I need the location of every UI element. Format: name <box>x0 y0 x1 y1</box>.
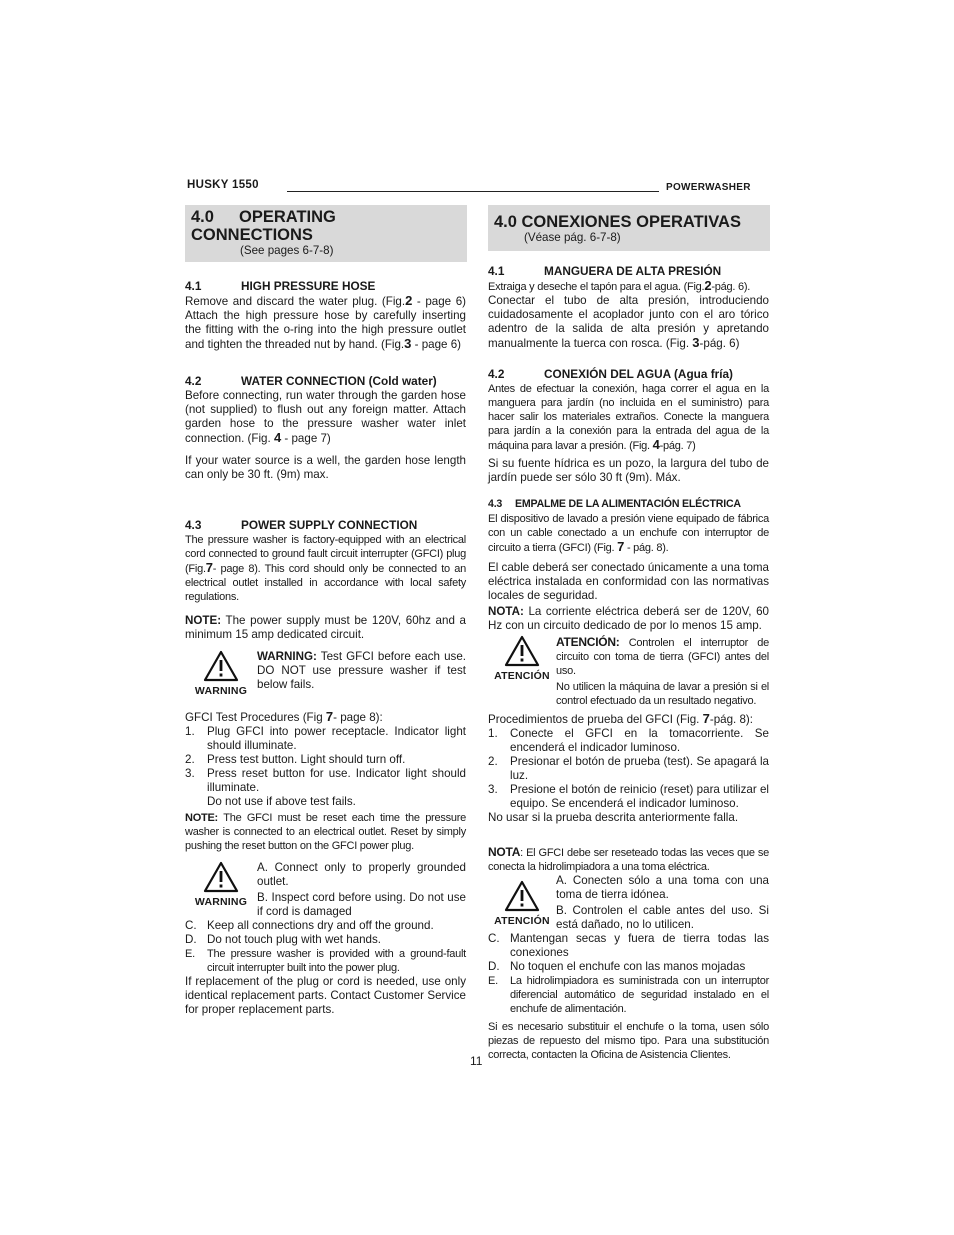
spanish-column <box>488 205 769 1062</box>
list-item <box>185 919 466 933</box>
section-banner <box>488 205 770 251</box>
paragraph: Before connecting, run water through the garden hose (not supplied) to flush out any foreign matter. Attach garden hose to the pressure washer water inlet connection. (Fig. 4 - page 7) <box>185 389 466 445</box>
list-item <box>488 755 769 783</box>
paragraph: Si su fuente hídrica es un pozo, la largura del tubo de jardín puede ser sólo 30 ft (9m). Máx. <box>488 457 769 484</box>
list-item <box>488 960 769 974</box>
header-rule <box>287 191 659 192</box>
list-text: Press test button. Light should turn off. <box>207 753 406 766</box>
list-marker: 3. <box>488 783 498 796</box>
warning-text: WARNING: Test GFCI before each use. DO NOT use pressure washer if test below fails. <box>257 650 466 691</box>
warning-text: A. Connect only to properly grounded outlet. B. Inspect cord before using. Do not use if cord is damaged <box>257 861 466 918</box>
safety-items <box>488 932 769 1016</box>
paragraph: Antes de efectuar la conexión, haga correr el agua en la manguera para jardín (no incluida en el suministro) para hacer salir los materiales extraños. Conecte la manguera para jardín a la conexión para la entrada del agua de la máquina para lavar a presión. (Fig. 4-pág. 7) <box>488 383 769 452</box>
list-item <box>488 932 769 960</box>
paragraph: Extraiga y deseche el tapón para el agua. (Fig.2-pág. 6). <box>488 278 751 293</box>
header-product: POWERWASHER <box>666 182 751 193</box>
list-text: Mantengan secas y fuera de tierra todas las conexiones <box>510 932 769 959</box>
list-text: Presione el botón de reinicio (reset) para utilizar el equipo. Se encenderá el indicador luminoso. <box>510 783 769 810</box>
list-marker <box>185 795 207 809</box>
warning-text: A. Conecten sólo a una toma con una toma de tierra idónea. B. Controlen el cable antes del uso. Si está dañado, no lo utilicen. <box>556 874 769 931</box>
warning-triangle-icon <box>504 635 540 667</box>
list-marker: 1. <box>185 725 195 738</box>
list-item <box>488 783 769 811</box>
list-marker: 2. <box>488 755 498 768</box>
section-number: 4.0 <box>191 208 214 226</box>
subsection-heading: 4.2 CONEXIÓN DEL AGUA (Agua fría) <box>488 367 733 381</box>
english-column <box>185 205 466 1017</box>
warning-label: WARNING <box>194 685 248 697</box>
warning-label: ATENCIÓN <box>494 915 550 927</box>
list-item <box>185 933 466 947</box>
paragraph: GFCI Test Procedures (Fig 7- page 8): <box>185 709 383 724</box>
list-item <box>185 725 466 753</box>
warning-box <box>185 861 466 919</box>
paragraph: The pressure washer is factory-equipped with an electrical cord connected to ground fault circuit interrupter (GFCI) plug (Fig.7- page 8). This cord should only be connected to an electrical outlet installed in accordance with local safety regulations. <box>185 534 466 603</box>
section-subtitle: (See pages 6-7-8) <box>240 244 334 257</box>
paragraph: El dispositivo de lavado a presión viene equipado de fábrica con un cable conectado a un enchufe con interruptor de circuito a tierra (GFCI) (Fig. 7 - pág. 8). <box>488 513 769 554</box>
gfci-steps <box>488 727 769 811</box>
subsection-heading: 4.1 MANGUERA DE ALTA PRESIÓN <box>488 264 722 278</box>
list-marker: C. <box>488 932 500 945</box>
list-marker: 3. <box>185 767 195 780</box>
list-marker: E. <box>488 975 498 987</box>
list-marker: C. <box>185 919 197 932</box>
warning-triangle-icon <box>203 861 239 893</box>
note: NOTE: The power supply must be 120V, 60hz and a minimum 15 amp dedicated circuit. <box>185 614 466 641</box>
warning-text: ATENCIÓN: Controlen el interruptor de circuito con toma de tierra (GFCI) antes del uso. No utilicen la máquina de lavar a presión si el control efectuado da un resultado negativo. <box>556 635 769 707</box>
list-text: No toquen el enchufe con las manos mojadas <box>510 960 746 973</box>
subsection-heading: 4.1 HIGH PRESSURE HOSE <box>185 279 376 293</box>
header-model: HUSKY 1550 <box>187 179 259 191</box>
warning-box <box>185 650 466 698</box>
list-text: Keep all connections dry and off the ground. <box>207 919 434 932</box>
page-number: 11 <box>470 1054 483 1068</box>
note: NOTE: The GFCI must be reset each time the pressure washer is connected to an electrical outlet. Reset by simply pushing the reset button on the GFCI power plug. <box>185 812 466 852</box>
list-item <box>488 974 769 1016</box>
paragraph: Si es necesario substituir el enchufe o la toma, usen sólo piezas de repuesto del mismo tipo. Para una substitución correcta, contacten la Oficina de Asistencia Clientes. <box>488 1021 769 1061</box>
section-banner <box>185 205 467 262</box>
safety-items <box>185 919 466 975</box>
paragraph: If replacement of the plug or cord is needed, use only identical replacement parts. Contact Customer Service for proper replacement parts. <box>185 975 466 1016</box>
list-marker: D. <box>488 960 500 973</box>
list-text: Presionar el botón de prueba (test). Se apagará la luz. <box>510 755 769 782</box>
paragraph: Conectar el tubo de alta presión, introduciendo cuidadosamente el acoplador junto con el aro tórico adentro de la salida de alta presión y apretando manualmente la tuerca con rosca. (Fig. 3-pág. 6) <box>488 294 769 350</box>
paragraph: El cable deberá ser conectado únicamente a una toma eléctrica instalada en conformidad con las normativas locales de seguridad. <box>488 561 770 602</box>
list-item <box>185 947 466 975</box>
list-item <box>185 795 466 809</box>
list-marker: 1. <box>488 727 498 740</box>
gfci-steps <box>185 725 466 809</box>
paragraph: No usar si la prueba descrita anteriormente falla. <box>488 811 739 824</box>
subsection-heading: 4.2 WATER CONNECTION (Cold water) <box>185 374 437 388</box>
section-title: OPERATING CONNECTIONS <box>191 208 336 244</box>
list-text: La hidrolimpiadora es suministrada con un interruptor diferencial automático de seguridad instalado en el enchufe de alimentación. <box>510 975 769 1015</box>
list-text: Press reset button for use. Indicator light should illuminate. <box>207 767 466 794</box>
list-text: Plug GFCI into power receptacle. Indicator light should illuminate. <box>207 725 466 752</box>
warning-box <box>488 635 769 708</box>
list-text: Do not touch plug with wet hands. <box>207 933 382 946</box>
section-subtitle: (Véase pág. 6-7-8) <box>524 231 621 244</box>
list-item <box>185 753 466 767</box>
paragraph: If your water source is a well, the garden hose length can only be 30 ft. (9m) max. <box>185 454 466 481</box>
subsection-heading: 4.3 POWER SUPPLY CONNECTION <box>185 518 418 532</box>
warning-label: WARNING <box>194 896 248 908</box>
list-marker: E. <box>185 948 195 960</box>
list-marker: 2. <box>185 753 195 766</box>
list-text: Do not use if above test fails. <box>207 795 356 808</box>
list-marker: D. <box>185 933 197 946</box>
list-item <box>488 727 769 755</box>
warning-label: ATENCIÓN <box>494 670 550 682</box>
subsection-heading: 4.3 EMPALME DE LA ALIMENTACIÓN ELÉCTRICA <box>488 498 741 510</box>
list-item <box>185 767 466 795</box>
section-title: 4.0 CONEXIONES OPERATIVAS <box>494 213 741 231</box>
note: NOTA: La corriente eléctrica deberá ser de 120V, 60 Hz con un circuito dedicado de por lo menos 15 amp. <box>488 605 769 632</box>
warning-triangle-icon <box>504 880 540 912</box>
warning-triangle-icon <box>203 650 239 682</box>
note: NOTA: El GFCI debe ser reseteado todas las veces que se conecta la hidrolimpiadora a una toma eléctrica. <box>488 845 769 873</box>
list-text: The pressure washer is provided with a ground-fault circuit interrupter built into the power plug. <box>207 948 466 974</box>
list-text: Conecte el GFCI en la tomacorriente. Se encenderá el indicador luminoso. <box>510 727 769 754</box>
paragraph: Procedimientos de prueba del GFCI (Fig. 7-pág. 8): <box>488 711 754 726</box>
warning-box <box>488 874 769 932</box>
paragraph: Remove and discard the water plug. (Fig.2 - page 6) Attach the high pressure hose by carefully inserting the fitting with the o-ring into the high pressure outlet and tighten the threaded nut by hand. (Fig.3 - page 6) <box>185 293 467 351</box>
